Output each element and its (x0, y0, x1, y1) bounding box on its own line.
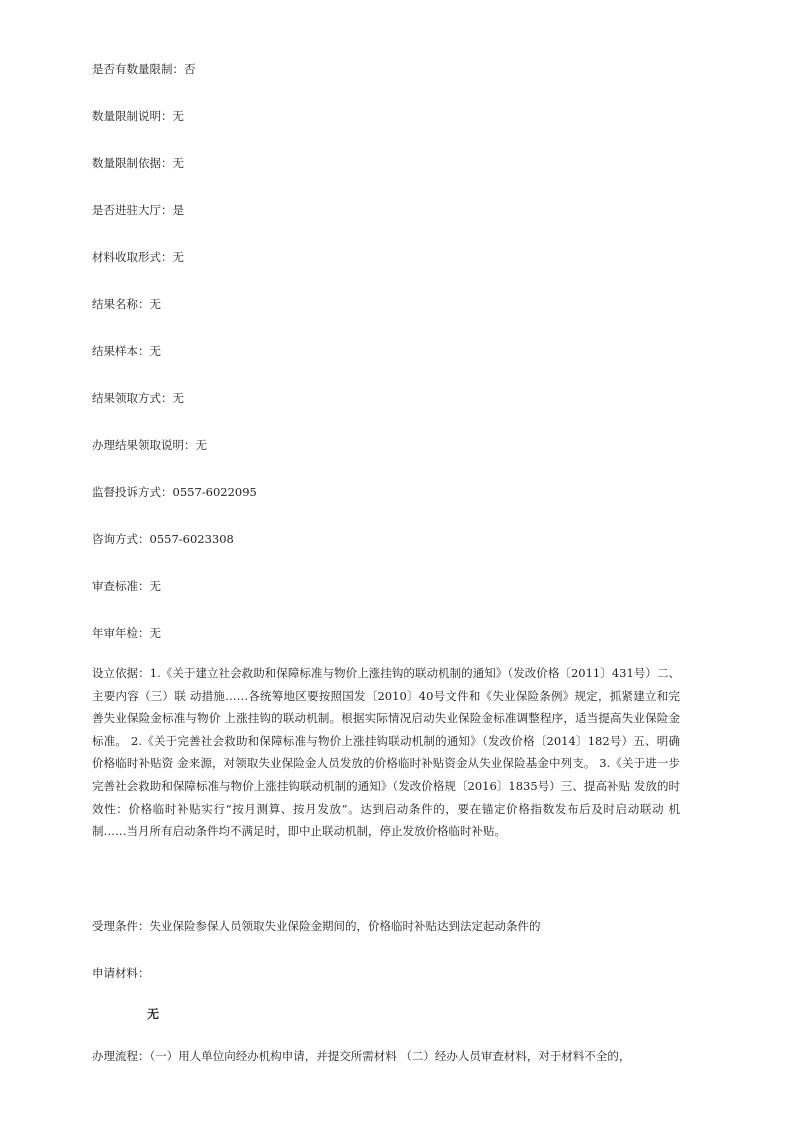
field-consult-contact: 咨询方式：0557-6023308 (92, 532, 234, 546)
field-result-pickup-desc: 办理结果领取说明：无 (92, 438, 207, 452)
field-quantity-limit-desc: 数量限制说明：无 (92, 109, 184, 123)
field-annual-review: 年审年检：无 (92, 626, 161, 640)
field-result-name: 结果名称：无 (92, 297, 161, 311)
field-quantity-limit: 是否有数量限制：否 (92, 62, 196, 76)
field-result-pickup-method: 结果领取方式：无 (92, 391, 184, 405)
materials-label: 申请材料： (92, 966, 150, 980)
field-complaint-contact: 监督投诉方式：0557-6022095 (92, 485, 257, 499)
basis-paragraph: 设立依据：1.《关于建立社会救助和保障标准与物价上涨挂钩的联动机制的通知》（发改价格〔2011〕431号）二、主要内容（三）联 动措施……各统筹地区要按照国发〔2010〕40号文件和《失业保险条例》规定，抓紧建立和完善失业保险金标准与物价 上涨挂钩的联动机制。根据实际情况启动失业保险金标准调整程序，适当提高失业保险金标准。 2.《关于完善社会救助和保障标准与物价上涨挂钩联动机制的通知》（发改价格〔2014〕182号）五、明确价格临时补贴资 金来源，对领取失业保险金人员发放的价格临时补贴资金从失业保险基金中列支。 3.《关于进一步完善社会救助和保障标准与物价上涨挂钩联动机制的通知》（发改价格规〔2016〕1835号）三、提高补贴 发放的时效性：价格临时补贴实行“按月测算、按月发放”。达到启动条件的，要在锚定价格指数发布后及时启动联动 机制……当月所有启动条件均不满足时，即中止联动机制，停止发放价格临时补贴。 (92, 666, 680, 839)
process-text: 办理流程：（一）用人单位向经办机构申请，并提交所需材料 （二）经办人员审查材料，对于材料不全的， (92, 1049, 631, 1063)
acceptance-conditions: 受理条件：失业保险参保人员领取失业保险金期间的，价格临时补贴达到法定起动条件的 (92, 919, 541, 933)
field-quantity-limit-basis: 数量限制依据：无 (92, 156, 184, 170)
materials-value: 无 (147, 1007, 160, 1021)
field-material-form: 材料收取形式：无 (92, 250, 184, 264)
field-enter-hall: 是否进驻大厅：是 (92, 203, 184, 217)
field-review-standard: 审查标准：无 (92, 579, 161, 593)
field-result-sample: 结果样本：无 (92, 344, 161, 358)
